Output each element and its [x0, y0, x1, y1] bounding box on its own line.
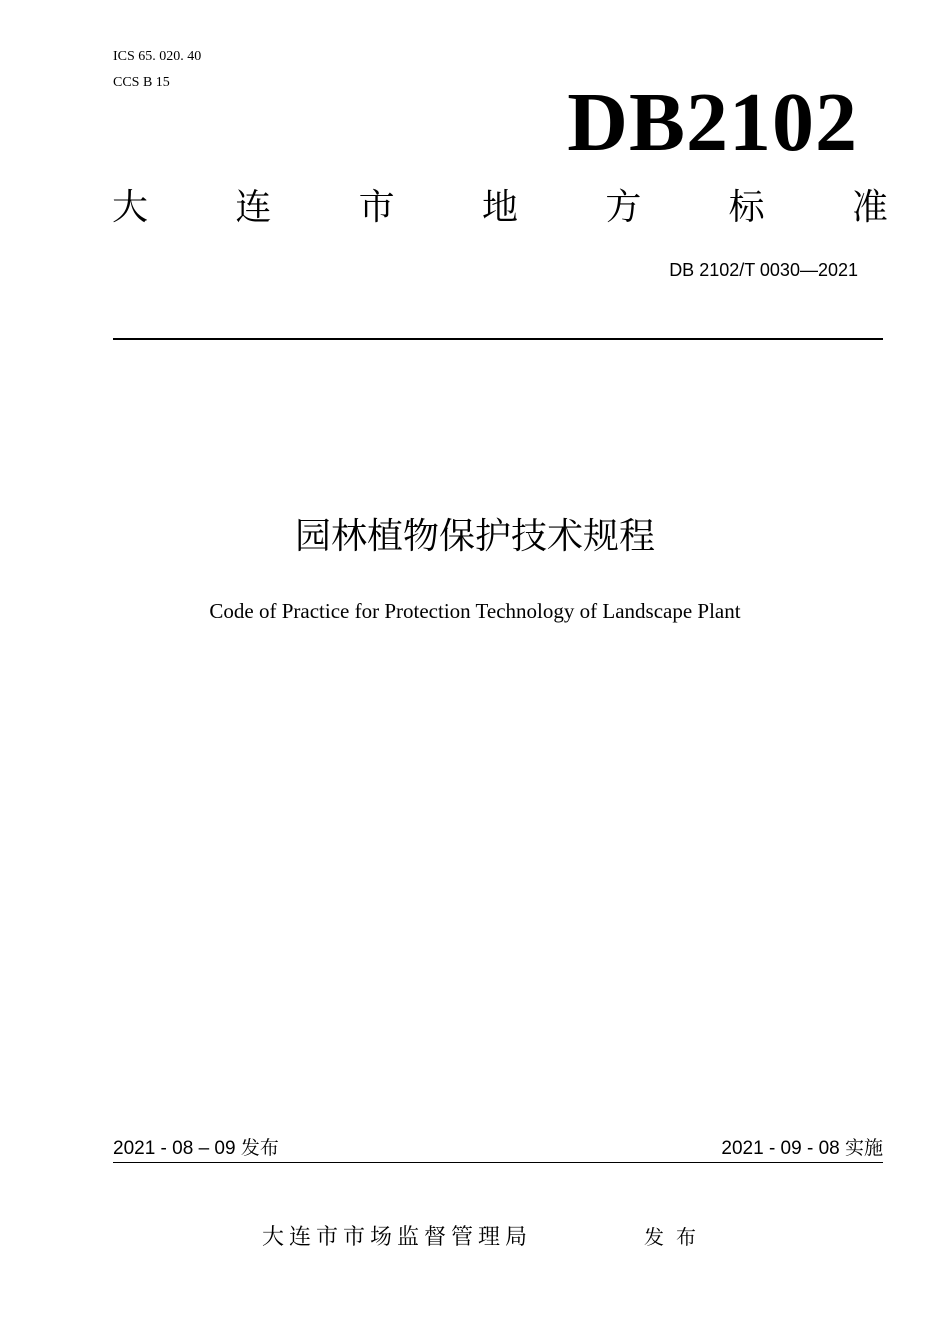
- top-divider: [113, 338, 883, 340]
- standard-type-char: 市: [358, 187, 395, 228]
- standard-type-char: 连: [235, 187, 272, 228]
- document-title-english: Code of Practice for Protection Technology of Landscape Plant: [209, 599, 741, 623]
- issue-date: 2021 - 08 – 09 发布: [113, 1138, 279, 1159]
- document-title-chinese: 园林植物保护技术规程: [294, 516, 655, 557]
- issuing-authority: 大连市市场监督管理局: [262, 1225, 533, 1250]
- standard-type-heading: [112, 186, 888, 230]
- standard-type-char: 标: [728, 187, 765, 228]
- ccs-code: CCS B 15: [113, 75, 170, 90]
- implementation-date: 2021 - 09 - 08 实施: [721, 1138, 883, 1159]
- standard-type-char: 地: [481, 187, 518, 228]
- standard-type-char: 准: [851, 187, 888, 228]
- standard-code-logo: DB2102: [567, 76, 858, 169]
- ics-code: ICS 65. 020. 40: [113, 49, 202, 64]
- bottom-divider: [113, 1162, 883, 1163]
- standard-type-char: 大: [112, 187, 149, 228]
- standard-type-char: 方: [605, 187, 642, 228]
- standard-number: DB 2102/T 0030—2021: [669, 260, 858, 280]
- issuing-action: 发布: [644, 1225, 708, 1249]
